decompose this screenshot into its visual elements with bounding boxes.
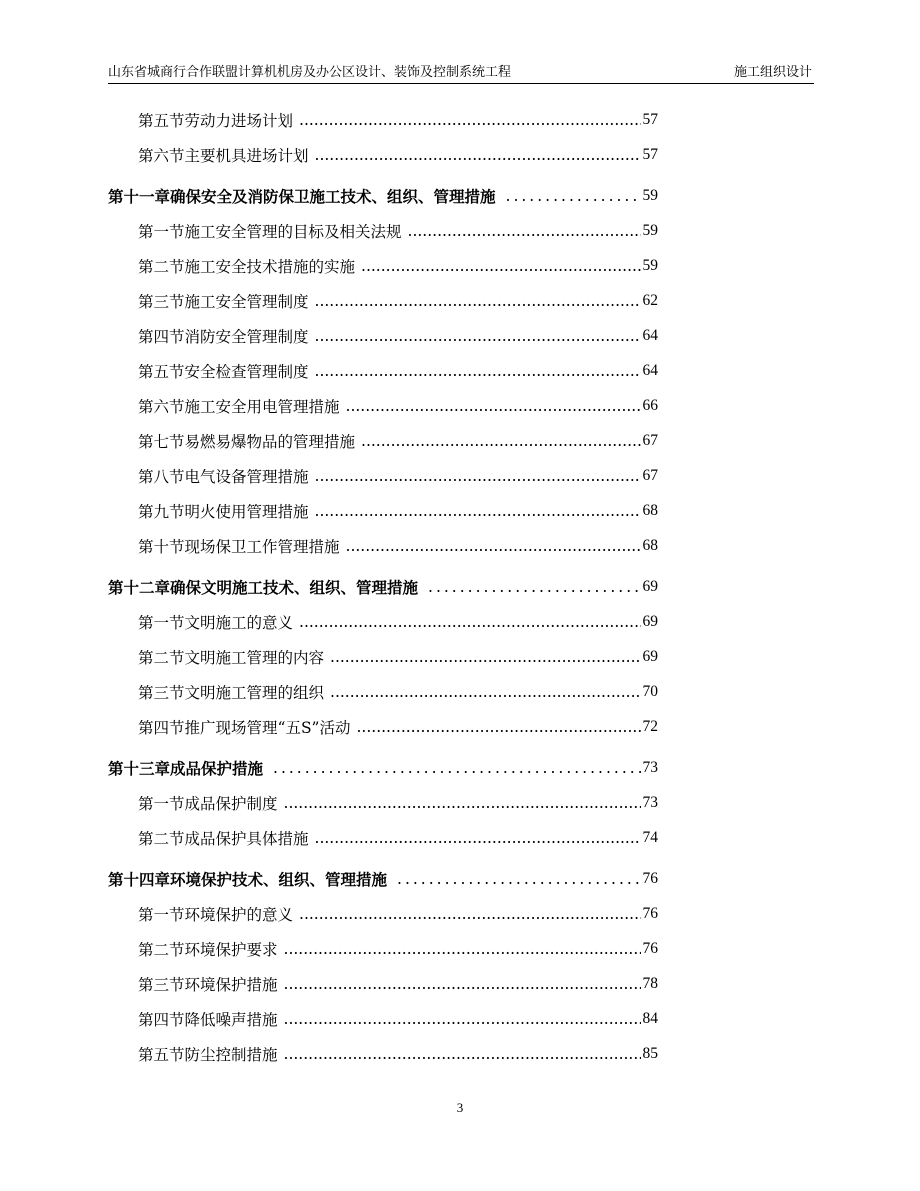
toc-entry-page-number: 64 [642, 361, 658, 379]
toc-entry-title: 消防安全管理制度 [184, 327, 309, 346]
toc-dot-leader [506, 187, 641, 205]
toc-section-entry[interactable] [108, 1036, 658, 1071]
toc-entry-number: 第三节 [138, 292, 185, 311]
toc-dot-leader [284, 975, 641, 993]
toc-entry-page-number: 84 [642, 1009, 658, 1027]
toc-section-entry[interactable] [108, 493, 658, 528]
toc-entry-title: 推广现场管理“五S”活动 [184, 718, 351, 737]
toc-dot-leader [361, 257, 640, 275]
toc-entry-title: 成品保护措施 [170, 758, 264, 778]
toc-chapter-entry[interactable] [108, 750, 658, 785]
toc-dot-leader [346, 397, 641, 415]
page-number: 3 [456, 1100, 464, 1115]
table-of-contents [108, 102, 658, 1071]
toc-entry-page-number: 78 [642, 974, 658, 992]
toc-section-entry[interactable] [108, 785, 658, 820]
toc-entry-title: 劳动力进场计划 [184, 111, 294, 130]
toc-section-entry[interactable] [108, 931, 658, 966]
toc-entry-page-number: 59 [642, 256, 658, 274]
toc-section-entry[interactable] [108, 966, 658, 1001]
toc-entry-title: 主要机具进场计划 [184, 146, 309, 165]
toc-entry-page-number: 62 [642, 291, 658, 309]
toc-section-entry[interactable] [108, 283, 658, 318]
toc-entry-title: 环境保护要求 [184, 940, 278, 959]
toc-section-entry[interactable] [108, 423, 658, 458]
toc-section-entry[interactable] [108, 388, 658, 423]
toc-entry-title: 降低噪声措施 [184, 1010, 278, 1029]
toc-entry-number: 第六节 [138, 397, 185, 416]
toc-entry-page-number: 68 [642, 536, 658, 554]
toc-dot-leader [315, 829, 641, 847]
toc-entry-number: 第十三章 [108, 758, 171, 778]
toc-entry-page-number: 59 [642, 186, 658, 204]
header-document-type: 施工组织设计 [733, 65, 812, 80]
toc-dot-leader [315, 146, 641, 164]
toc-section-entry[interactable] [108, 102, 658, 137]
toc-entry-page-number: 57 [642, 110, 658, 128]
toc-entry-number: 第五节 [138, 362, 185, 381]
toc-entry-number: 第六节 [138, 146, 185, 165]
header-project-title: 山东省城商行合作联盟计算机机房及办公区设计、装饰及控制系统工程 [108, 65, 512, 80]
toc-entry-title: 确保文明施工技术、组织、管理措施 [170, 577, 419, 597]
toc-entry-page-number: 64 [642, 326, 658, 344]
toc-entry-title: 施工安全管理制度 [184, 292, 309, 311]
toc-entry-page-number: 76 [642, 869, 658, 887]
toc-entry-page-number: 68 [642, 501, 658, 519]
toc-dot-leader [428, 578, 640, 596]
toc-dot-leader [299, 613, 640, 631]
toc-chapter-entry[interactable] [108, 861, 658, 896]
toc-entry-number: 第一节 [138, 905, 185, 924]
toc-entry-number: 第二节 [138, 648, 185, 667]
toc-entry-number: 第九节 [138, 502, 185, 521]
toc-section-entry[interactable] [108, 528, 658, 563]
toc-dot-leader [315, 502, 641, 520]
toc-entry-title: 施工安全用电管理措施 [184, 397, 340, 416]
toc-entry-number: 第一节 [138, 222, 185, 241]
toc-entry-number: 第八节 [138, 467, 185, 486]
toc-dot-leader [299, 905, 640, 923]
toc-entry-page-number: 85 [642, 1044, 658, 1062]
toc-dot-leader [315, 292, 641, 310]
toc-dot-leader [299, 111, 640, 129]
toc-entry-number: 第三节 [138, 975, 185, 994]
toc-entry-title: 现场保卫工作管理措施 [184, 537, 340, 556]
toc-entry-number: 第四节 [138, 327, 185, 346]
toc-entry-number: 第十二章 [108, 577, 171, 597]
toc-entry-title: 确保安全及消防保卫施工技术、组织、管理措施 [170, 186, 496, 206]
toc-dot-leader [284, 794, 641, 812]
toc-entry-title: 文明施工管理的组织 [184, 683, 325, 702]
toc-entry-page-number: 76 [642, 939, 658, 957]
toc-entry-title: 环境保护的意义 [184, 905, 294, 924]
toc-entry-title: 文明施工的意义 [184, 613, 294, 632]
toc-dot-leader [330, 683, 640, 701]
toc-chapter-entry[interactable] [108, 178, 658, 213]
toc-entry-page-number: 73 [642, 793, 658, 811]
toc-dot-leader [397, 870, 640, 888]
toc-entry-title: 电气设备管理措施 [184, 467, 309, 486]
toc-entry-number: 第四节 [138, 718, 185, 737]
toc-chapter-entry[interactable] [108, 569, 658, 604]
toc-dot-leader [315, 362, 641, 380]
toc-entry-number: 第一节 [138, 613, 185, 632]
toc-entry-title: 易燃易爆物品的管理措施 [184, 432, 356, 451]
toc-section-entry[interactable] [108, 604, 658, 639]
toc-entry-title: 文明施工管理的内容 [184, 648, 325, 667]
toc-dot-leader [346, 537, 641, 555]
toc-entry-title: 安全检查管理制度 [184, 362, 309, 381]
toc-section-entry[interactable] [108, 248, 658, 283]
toc-section-entry[interactable] [108, 137, 658, 172]
toc-entry-title: 成品保护具体措施 [184, 829, 309, 848]
toc-entry-title: 成品保护制度 [184, 794, 278, 813]
toc-section-entry[interactable] [108, 896, 658, 931]
toc-entry-number: 第十四章 [108, 869, 171, 889]
toc-entry-page-number: 57 [642, 145, 658, 163]
toc-entry-page-number: 70 [642, 682, 658, 700]
toc-entry-title: 施工安全管理的目标及相关法规 [184, 222, 402, 241]
toc-entry-title: 明火使用管理措施 [184, 502, 309, 521]
toc-section-entry[interactable] [108, 674, 658, 709]
toc-dot-leader [284, 1010, 641, 1028]
toc-entry-number: 第十一章 [108, 186, 171, 206]
header-divider [108, 83, 814, 84]
page-header [108, 64, 812, 84]
toc-entry-number: 第十节 [138, 537, 185, 556]
toc-entry-page-number: 69 [642, 647, 658, 665]
toc-entry-number: 第四节 [138, 1010, 185, 1029]
toc-entry-title: 环境保护技术、组织、管理措施 [170, 869, 388, 889]
toc-entry-title: 防尘控制措施 [184, 1045, 278, 1064]
toc-dot-leader [408, 222, 641, 240]
toc-entry-number: 第二节 [138, 257, 185, 276]
toc-entry-page-number: 67 [642, 431, 658, 449]
toc-entry-number: 第二节 [138, 829, 185, 848]
toc-dot-leader [284, 1045, 641, 1063]
toc-entry-page-number: 69 [642, 612, 658, 630]
toc-dot-leader [315, 467, 641, 485]
toc-entry-number: 第五节 [138, 111, 185, 130]
toc-entry-page-number: 76 [642, 904, 658, 922]
toc-entry-number: 第二节 [138, 940, 185, 959]
toc-section-entry[interactable] [108, 1001, 658, 1036]
toc-entry-page-number: 67 [642, 466, 658, 484]
toc-dot-leader [273, 759, 640, 777]
toc-entry-number: 第五节 [138, 1045, 185, 1064]
toc-entry-page-number: 74 [642, 828, 658, 846]
toc-entry-page-number: 66 [642, 396, 658, 414]
toc-section-entry[interactable] [108, 709, 658, 744]
toc-entry-number: 第三节 [138, 683, 185, 702]
toc-entry-number: 第七节 [138, 432, 185, 451]
toc-section-entry[interactable] [108, 639, 658, 674]
toc-entry-page-number: 73 [642, 758, 658, 776]
toc-dot-leader [330, 648, 640, 666]
toc-dot-leader [315, 327, 641, 345]
toc-entry-page-number: 72 [642, 717, 658, 735]
toc-section-entry[interactable] [108, 318, 658, 353]
toc-entry-title: 环境保护措施 [184, 975, 278, 994]
toc-section-entry[interactable] [108, 213, 658, 248]
toc-entry-title: 施工安全技术措施的实施 [184, 257, 356, 276]
toc-entry-page-number: 69 [642, 577, 658, 595]
toc-dot-leader [356, 718, 640, 736]
toc-dot-leader [284, 940, 641, 958]
toc-entry-number: 第一节 [138, 794, 185, 813]
toc-entry-page-number: 59 [642, 221, 658, 239]
toc-section-entry[interactable] [108, 353, 658, 388]
toc-section-entry[interactable] [108, 458, 658, 493]
toc-dot-leader [361, 432, 640, 450]
toc-section-entry[interactable] [108, 820, 658, 855]
